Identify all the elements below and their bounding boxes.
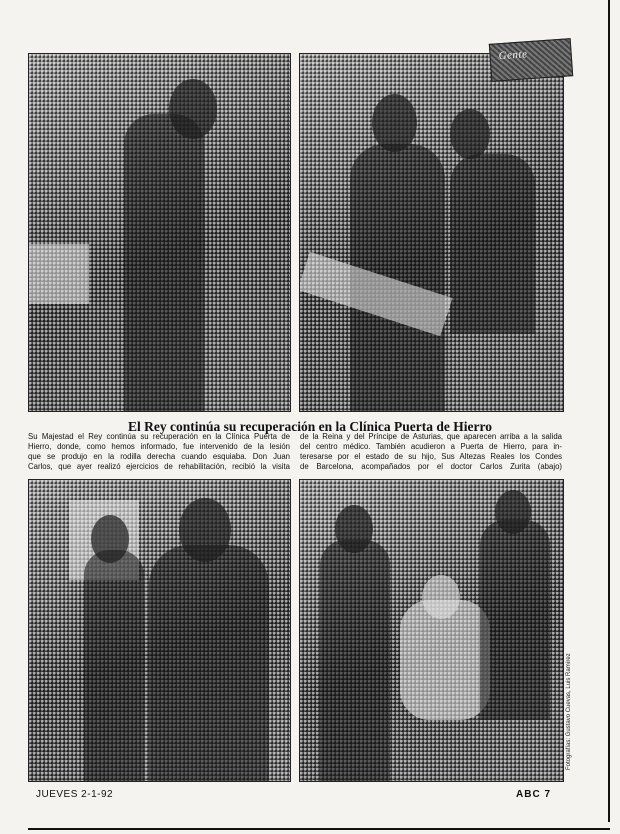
footer-page-number: ABC 7 bbox=[516, 789, 552, 800]
caption-right-line: de la Reina y del Príncipe de Asturias, que aparecen arriba a la salida bbox=[300, 432, 562, 441]
photo-credit: Fotografías: Gustavo Cuevas, Luis Ramírez bbox=[566, 653, 572, 770]
caption-right-line: teresarse por el estado de su hijo, Sus Altezas Reales los Condes bbox=[300, 452, 562, 461]
photo-bottom-left bbox=[28, 479, 291, 782]
caption-right bbox=[300, 432, 562, 472]
headline: El Rey continúa su recuperación en la Clínica Puerta de Hierro bbox=[128, 419, 492, 434]
photo-top-right bbox=[299, 53, 564, 412]
section-badge-text: Gente bbox=[498, 48, 528, 63]
photo-bottom-right bbox=[299, 479, 564, 782]
section-badge bbox=[489, 38, 573, 82]
caption-right-line: del centro médico. También acudieron a Puerta de Hierro, para in- bbox=[300, 442, 562, 451]
right-margin-rule bbox=[608, 0, 610, 822]
caption-left-line: Su Majestad el Rey continúa su recuperación en la Clínica Puerta de bbox=[28, 432, 290, 441]
caption-right-line: de Barcelona, acompañados por el doctor Carlos Zurita (abajo) bbox=[300, 462, 562, 471]
caption-left-line: que se produjo en la rodilla derecha cuando esquiaba. Don Juan bbox=[28, 452, 290, 461]
photo-top-left bbox=[28, 53, 291, 412]
bottom-margin-rule bbox=[28, 828, 610, 830]
caption-left-line: Carlos, que ayer realizó ejercicios de rehabilitación, recibió la visita bbox=[28, 462, 290, 471]
caption-left bbox=[28, 432, 290, 472]
caption-left-line: Hierro, donde, como hemos informado, fue intervenido de la lesión bbox=[28, 442, 290, 451]
footer-date: JUEVES 2-1-92 bbox=[36, 789, 114, 800]
